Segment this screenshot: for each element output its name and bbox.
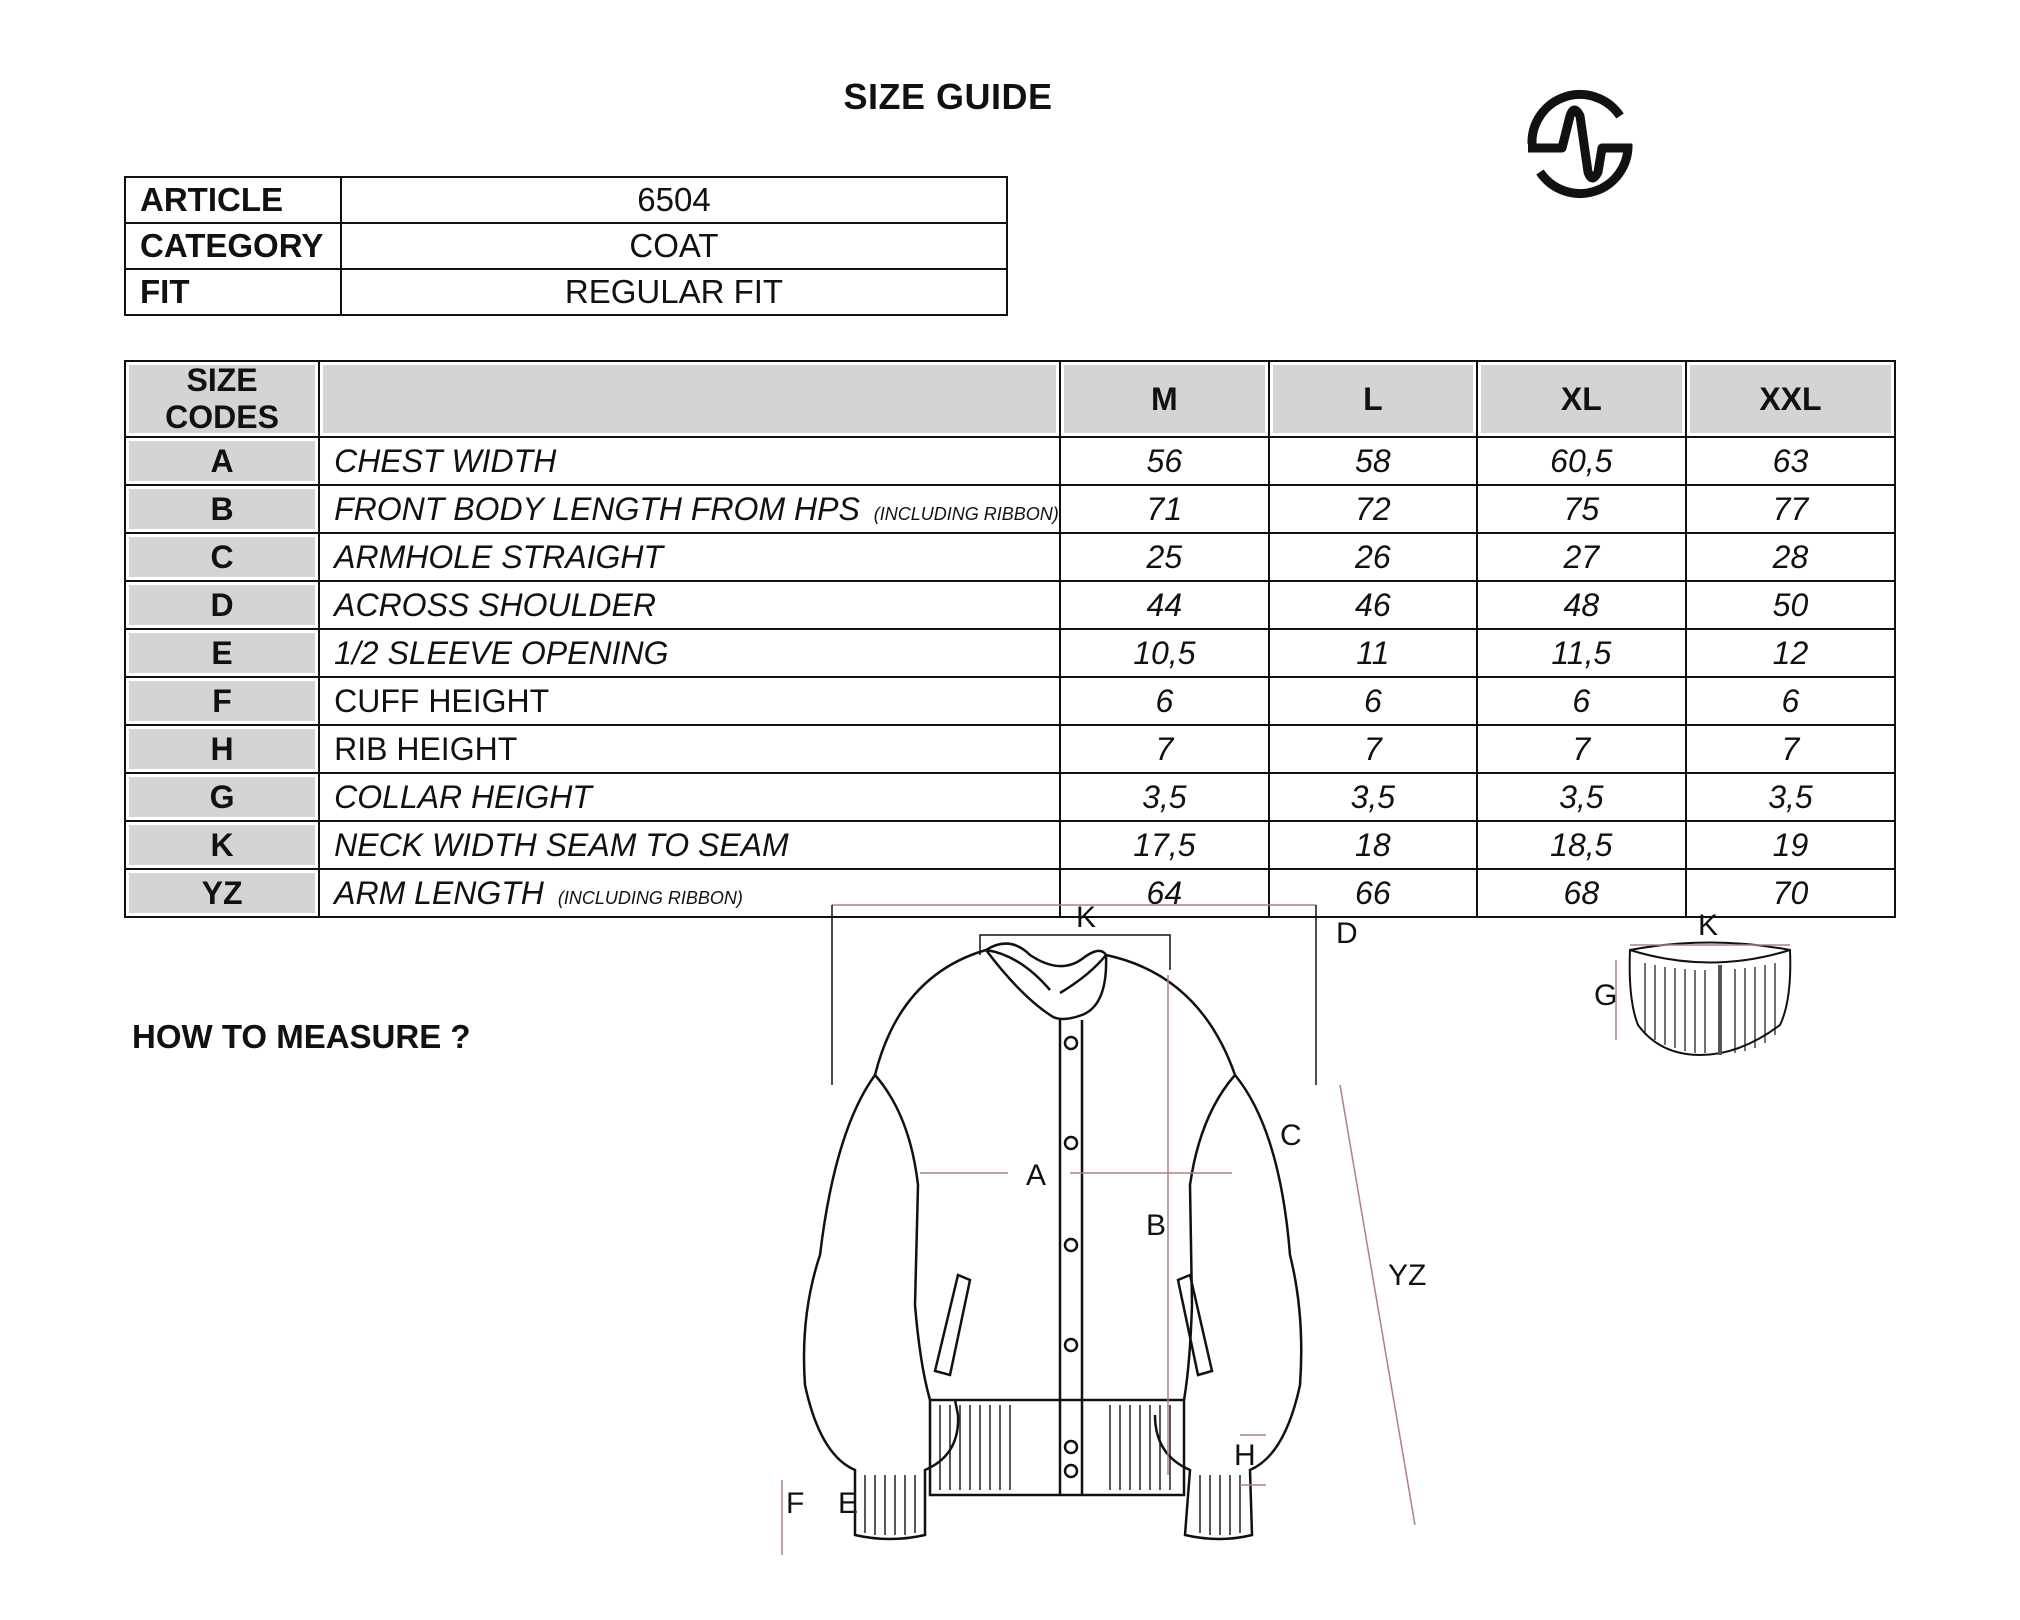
measurement-label: ARMHOLE STRAIGHT (334, 538, 664, 575)
label-c: C (1280, 1119, 1302, 1152)
measurement-value: 70 (1686, 869, 1895, 917)
info-key: ARTICLE (125, 177, 341, 223)
how-to-measure-heading: HOW TO MEASURE ? (132, 1018, 471, 1055)
measurement-value: 7 (1477, 725, 1686, 773)
measurement-label: CHEST WIDTH (334, 442, 557, 479)
measurement-value: 27 (1477, 533, 1686, 581)
measurement-label: FRONT BODY LENGTH FROM HPS (334, 490, 860, 527)
measurement-value: 12 (1686, 629, 1895, 677)
info-row-fit (125, 269, 1007, 315)
size-code: F (125, 677, 319, 725)
measurement-value: 11 (1269, 629, 1477, 677)
size-code: C (125, 533, 319, 581)
size-code: D (125, 581, 319, 629)
measurement-value: 17,5 (1060, 821, 1269, 869)
measurement-description (319, 725, 1060, 773)
measurement-row (125, 773, 1895, 821)
size-code: E (125, 629, 319, 677)
size-code: A (125, 437, 319, 485)
size-code: H (125, 725, 319, 773)
measurement-label: COLLAR HEIGHT (334, 778, 592, 815)
measurement-value: 60,5 (1477, 437, 1686, 485)
measurement-row (125, 725, 1895, 773)
measurement-description (319, 533, 1060, 581)
size-code: G (125, 773, 319, 821)
measurement-label: ARM LENGTH (334, 874, 544, 911)
measurement-value: 19 (1686, 821, 1895, 869)
article-info-table (124, 176, 1008, 316)
size-header: L (1269, 361, 1477, 437)
info-key: FIT (125, 269, 341, 315)
measurement-value: 3,5 (1269, 773, 1477, 821)
info-value: REGULAR FIT (341, 269, 1007, 315)
size-header: XL (1477, 361, 1686, 437)
size-codes-header: SIZE CODES (125, 361, 319, 437)
measurement-label: 1/2 SLEEVE OPENING (334, 634, 669, 671)
measurement-description (319, 629, 1060, 677)
measurement-value: 18 (1269, 821, 1477, 869)
measurement-value: 18,5 (1477, 821, 1686, 869)
size-header: M (1060, 361, 1269, 437)
measurement-value: 3,5 (1686, 773, 1895, 821)
size-code: B (125, 485, 319, 533)
label-d: D (1336, 917, 1358, 950)
measurement-value: 7 (1269, 725, 1477, 773)
measurement-note: (INCLUDING RIBBON) (873, 503, 1059, 524)
measurement-description (319, 437, 1060, 485)
measurement-value: 77 (1686, 485, 1895, 533)
measurement-value: 28 (1686, 533, 1895, 581)
info-key: CATEGORY (125, 223, 341, 269)
size-measurements-table (124, 360, 1896, 918)
label-k: K (1076, 901, 1097, 934)
info-row-category (125, 223, 1007, 269)
measurement-value: 66 (1269, 869, 1477, 917)
measurement-row (125, 677, 1895, 725)
measurement-value: 58 (1269, 437, 1477, 485)
measurement-value: 56 (1060, 437, 1269, 485)
size-header-row (125, 361, 1895, 437)
measurement-value: 6 (1686, 677, 1895, 725)
measurement-value: 68 (1477, 869, 1686, 917)
measurement-row (125, 629, 1895, 677)
measurement-value: 64 (1060, 869, 1269, 917)
label-b: B (1146, 1209, 1167, 1242)
measurement-row (125, 533, 1895, 581)
measurement-description (319, 581, 1060, 629)
measurement-row (125, 821, 1895, 869)
info-value: 6504 (341, 177, 1007, 223)
info-value: COAT (341, 223, 1007, 269)
measurement-value: 26 (1269, 533, 1477, 581)
collar-detail-diagram (1590, 905, 1810, 1075)
measurement-value: 6 (1477, 677, 1686, 725)
label-f: F (786, 1487, 805, 1520)
label-a: A (1026, 1159, 1047, 1192)
info-row-article (125, 177, 1007, 223)
collar-label-k: K (1698, 909, 1719, 942)
size-code: K (125, 821, 319, 869)
jacket-measurement-diagram (760, 895, 1460, 1555)
measurement-value: 48 (1477, 581, 1686, 629)
measurement-label: CUFF HEIGHT (334, 682, 550, 719)
description-header (319, 361, 1060, 437)
measurement-row (125, 485, 1895, 533)
measurement-description (319, 821, 1060, 869)
measurement-value: 7 (1686, 725, 1895, 773)
size-header: XXL (1686, 361, 1895, 437)
measurement-row (125, 437, 1895, 485)
measurement-label: ACROSS SHOULDER (334, 586, 656, 623)
measurement-label: NECK WIDTH SEAM TO SEAM (334, 826, 789, 863)
label-e: E (838, 1487, 859, 1520)
label-h: H (1234, 1439, 1256, 1472)
collar-label-g: G (1594, 979, 1618, 1012)
measurement-value: 46 (1269, 581, 1477, 629)
brand-wave-logo-icon (1522, 86, 1638, 202)
measurement-value: 25 (1060, 533, 1269, 581)
measurement-value: 3,5 (1477, 773, 1686, 821)
measurement-value: 44 (1060, 581, 1269, 629)
measurement-description (319, 773, 1060, 821)
measurement-value: 6 (1269, 677, 1477, 725)
measurement-description (319, 677, 1060, 725)
measurement-value: 6 (1060, 677, 1269, 725)
measurement-value: 50 (1686, 581, 1895, 629)
measurement-value: 7 (1060, 725, 1269, 773)
label-yz: YZ (1388, 1259, 1427, 1292)
measurement-label: RIB HEIGHT (334, 730, 518, 767)
measurement-value: 3,5 (1060, 773, 1269, 821)
measurement-value: 63 (1686, 437, 1895, 485)
measurement-value: 10,5 (1060, 629, 1269, 677)
size-code: YZ (125, 869, 319, 917)
measurement-value: 71 (1060, 485, 1269, 533)
measurement-value: 75 (1477, 485, 1686, 533)
measurement-description (319, 485, 1060, 533)
page-title: SIZE GUIDE (843, 76, 1053, 117)
measurement-value: 11,5 (1477, 629, 1686, 677)
measurement-note: (INCLUDING RIBBON) (557, 887, 743, 908)
measurement-value: 72 (1269, 485, 1477, 533)
measurement-row (125, 581, 1895, 629)
